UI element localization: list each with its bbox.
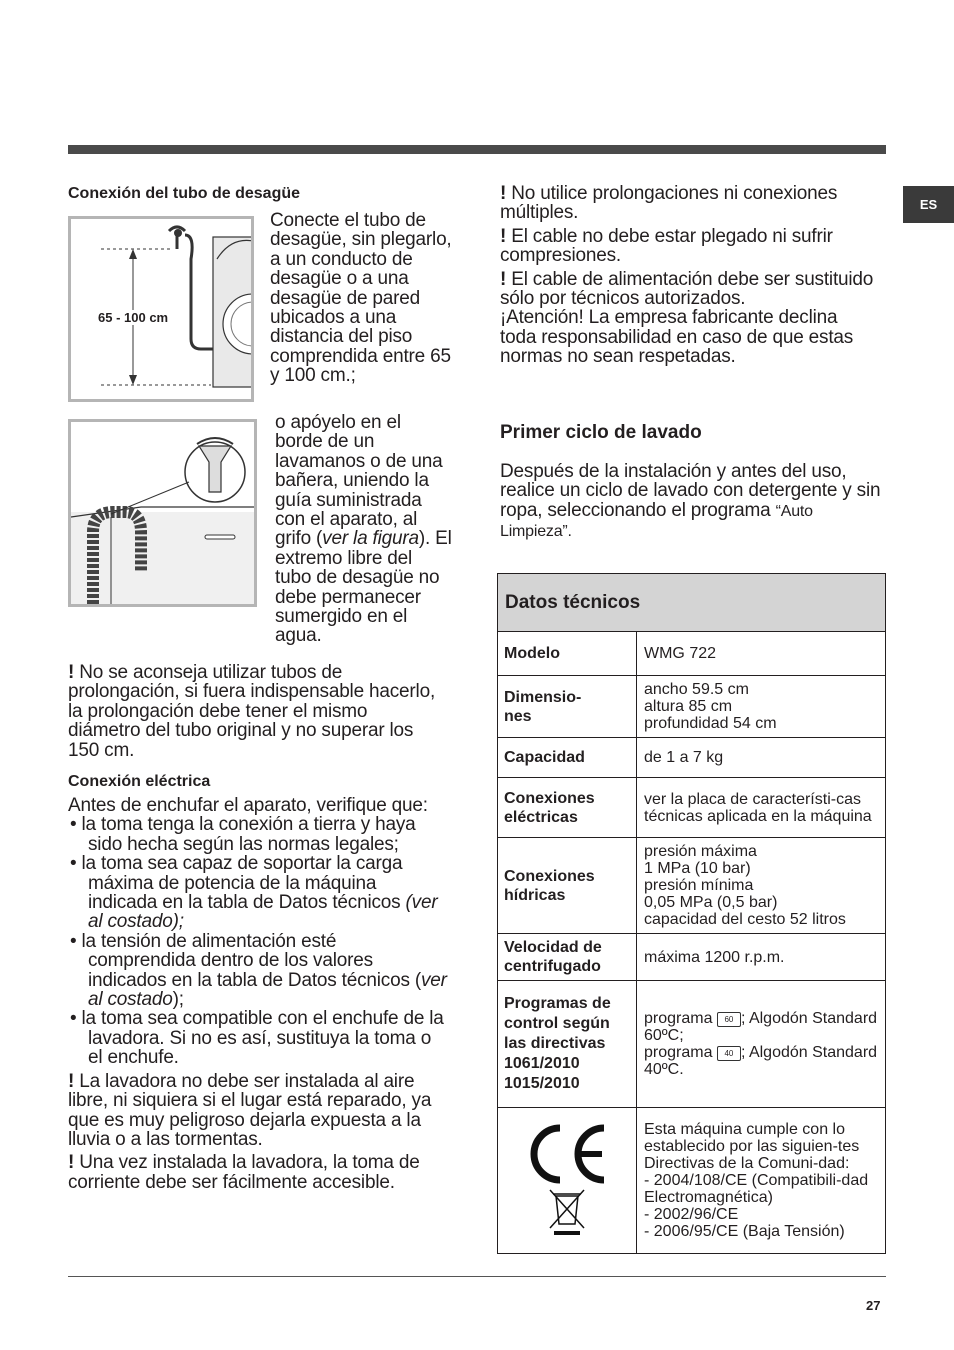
- dimensions-label: Dimensio- nes: [498, 676, 637, 738]
- cable-warnings: [500, 184, 875, 367]
- drain-text-2-part-a: o apóyelo en el borde de un lavamanos o de una bañera, uniendo la guía suministrada con el aparato, al grifo (: [275, 412, 443, 550]
- drain-text-2-part-b: ). El extremo libre del tubo de desagüe no debe permanecer sumergido en el agua.: [275, 528, 452, 647]
- warning-mark: !: [500, 268, 507, 290]
- drain-pipe-illustration: [71, 219, 251, 399]
- spin-label-2: centrifugado: [504, 958, 601, 975]
- table-row: [498, 934, 886, 981]
- language-tab[interactable]: ES: [903, 186, 954, 223]
- drain-height-label: 65 - 100 cm: [98, 310, 169, 325]
- cotton-60-icon: 60: [717, 1012, 741, 1027]
- extension-warning: [68, 663, 443, 760]
- warning-1: [500, 184, 875, 223]
- access-warning: [68, 1153, 448, 1192]
- dimension-depth: profundidad 54 cm: [644, 715, 777, 732]
- program-40-prefix: programa: [644, 1044, 713, 1061]
- footer-rule: [68, 1276, 886, 1277]
- bullet-3-end: );: [172, 989, 184, 1011]
- bullet-3-italic: ver al costado: [88, 969, 447, 1011]
- table-row: [498, 1108, 886, 1254]
- drum-capacity: capacidad del cesto 52 litros: [644, 911, 846, 928]
- min-pressure-label: presión mínima: [644, 877, 754, 894]
- program-40: [644, 1044, 879, 1078]
- compliance-text: [637, 1108, 886, 1254]
- spin-label: [498, 934, 637, 981]
- spin-label-1: Velocidad de: [504, 939, 602, 956]
- bullet-2-italic: (ver al costado);: [88, 892, 438, 933]
- warning-1-text: No utilice prolongaciones ni conexiones múltiples.: [500, 183, 838, 224]
- weee-bin-icon: [550, 1190, 584, 1235]
- header-rule: [68, 145, 886, 154]
- list-item: • la tensión de alimentación esté comprendida dentro de los valores indicados en la tabla de Datos técnicos (ver al costado);: [70, 930, 447, 1011]
- outdoor-warning: [68, 1072, 448, 1150]
- max-pressure-label: presión máxima: [644, 843, 757, 860]
- warning-2: [500, 227, 875, 266]
- water-label: [498, 838, 637, 934]
- attention-text: ¡Atención! La empresa fabricante declina toda responsabilidad en caso de que estas normas no sean respetadas.: [500, 307, 854, 368]
- capacity-value: de 1 a 7 kg: [637, 738, 886, 778]
- programs-value: [637, 981, 886, 1108]
- water-value: [637, 838, 886, 934]
- water-label-1: Conexiones: [504, 867, 595, 885]
- first-cycle-heading: Primer ciclo de lavado: [500, 422, 702, 443]
- warning-2-text: El cable no debe estar plegado ni sufrir compresiones.: [500, 225, 833, 267]
- bullet-2-text: la toma sea capaz de soportar la carga máxima de potencia de la máquina indicada en la tabla de Datos técnicos: [81, 853, 406, 914]
- model-value: WMG 722: [637, 632, 886, 676]
- cotton-40-icon: 40: [717, 1046, 741, 1061]
- warning-mark: !: [68, 662, 75, 683]
- table-row: [498, 632, 886, 676]
- dimension-width: ancho 59.5 cm: [644, 681, 749, 698]
- compliance-intro: Esta máquina cumple con lo establecido por las siguien-tes Directivas de la Comuni-dad:: [644, 1121, 860, 1172]
- drain-text-1: Conecte el tubo de desagüe, sin plegarlo, a un conducto de desagüe o a una desagüe de pared ubicados a una distancia del piso comprendida entre 65 y 100 cm.;: [270, 210, 452, 387]
- first-cycle-body: Después de la instalación y antes del uso, realice un ciclo de lavado con detergente y sin ropa, seleccionando el programa: [500, 461, 881, 521]
- bullet-1-text: la toma tenga la conexión a tierra y haya sido hecha según las normas legales;: [81, 814, 416, 855]
- first-cycle-program: “Auto Limpieza”.: [500, 502, 813, 541]
- directive-weee: - 2002/96/CE: [644, 1206, 739, 1223]
- capacity-label: Capacidad: [498, 738, 637, 778]
- table-row: [498, 738, 886, 778]
- warning-mark: !: [68, 1070, 75, 1092]
- electrical-label-1: Conexiones: [504, 789, 595, 807]
- max-pressure-value: 1 MPa (10 bar): [644, 860, 751, 877]
- table-row: [498, 981, 886, 1108]
- warning-3-text: El cable de alimentación debe ser sustituido sólo por técnicos autorizados.: [500, 268, 874, 310]
- drain-heading: Conexión del tubo de desagüe: [68, 185, 301, 202]
- extension-warning-text: No se aconseja utilizar tubos de prolongación, si fuera indispensable hacerlo, la prolongación debe tener el mismo diámetro del tubo original y no superar los 150 cm.: [68, 662, 436, 761]
- access-warning-text: Una vez instalada la lavadora, la toma de corriente debe ser fácilmente accesible.: [68, 1152, 420, 1193]
- drain-height-figure: [68, 216, 254, 402]
- directive-emc: - 2004/108/CE (Compatibili-dad Electromagnética): [644, 1172, 869, 1206]
- electric-heading: Conexión eléctrica: [68, 773, 211, 790]
- electrical-label: [498, 778, 637, 838]
- dimension-height: altura 85 cm: [644, 698, 733, 715]
- electric-intro: Antes de enchufar el aparato, verifique que:: [68, 795, 428, 816]
- program-60-prefix: programa: [644, 1010, 713, 1027]
- bullet-4-text: la toma sea compatible con el enchufe de la lavadora. Si no es así, sustituya la toma o el enchufe.: [81, 1008, 444, 1069]
- table-header-row: [498, 574, 886, 632]
- table-row: [498, 676, 886, 738]
- warning-mark: !: [500, 225, 507, 247]
- water-label-2: hídricas: [504, 886, 566, 904]
- directive-lvd: - 2006/95/CE (Baja Tensión): [644, 1223, 845, 1240]
- table-row: [498, 838, 886, 934]
- electrical-label-2: eléctricas: [504, 808, 578, 826]
- warning-mark: !: [500, 183, 507, 204]
- ce-mark-icon: [522, 1118, 612, 1238]
- program-40-text: ; Algodón Standard 40ºC.: [644, 1044, 878, 1078]
- list-item: • la toma sea compatible con el enchufe de la lavadora. Si no es así, sustituya la toma o el enchufe.: [70, 1008, 444, 1069]
- bullet-3-text: la tensión de alimentación esté comprendida dentro de los valores indicados en la tabla de Datos técnicos (: [81, 930, 421, 991]
- drain-text-2: [68, 413, 452, 646]
- program-60-text: ; Algodón Standard 60ºC;: [644, 1010, 878, 1044]
- electric-checklist: [68, 815, 448, 1067]
- dimensions-value: [637, 676, 886, 738]
- program-60: [644, 1010, 879, 1044]
- electric-section: [68, 796, 448, 1192]
- programs-label: Programas de control según las directivas 1061/2010 1015/2010: [498, 981, 637, 1108]
- electrical-value: ver la placa de característi-cas técnicas aplicada en la máquina: [637, 778, 886, 838]
- list-item: • la toma sea capaz de soportar la carga máxima de potencia de la máquina indicada en la tabla de Datos técnicos (ver al costado);: [70, 853, 438, 933]
- table-title: Datos técnicos: [498, 574, 886, 632]
- warning-mark: !: [68, 1152, 75, 1174]
- warning-3: [500, 270, 875, 309]
- compliance-marks: [498, 1108, 637, 1254]
- technical-data-table: [497, 573, 886, 1254]
- spin-value: máxima 1200 r.p.m.: [637, 934, 886, 981]
- min-pressure-value: 0,05 MPa (0,5 bar): [644, 894, 778, 911]
- outdoor-warning-text: La lavadora no debe ser instalada al aire libre, ni siquiera si el lugar está reparado, ya que es muy peligroso dejarla expuesta a la lluvia o a las tormentas.: [68, 1070, 432, 1150]
- drain-text-2-italic: ver la figura: [322, 528, 419, 550]
- first-cycle-text: [500, 462, 886, 542]
- model-label: Modelo: [498, 632, 637, 676]
- list-item: • la toma tenga la conexión a tierra y haya sido hecha según las normas legales;: [70, 814, 416, 855]
- table-row: [498, 778, 886, 838]
- page-number: 27: [866, 1298, 881, 1313]
